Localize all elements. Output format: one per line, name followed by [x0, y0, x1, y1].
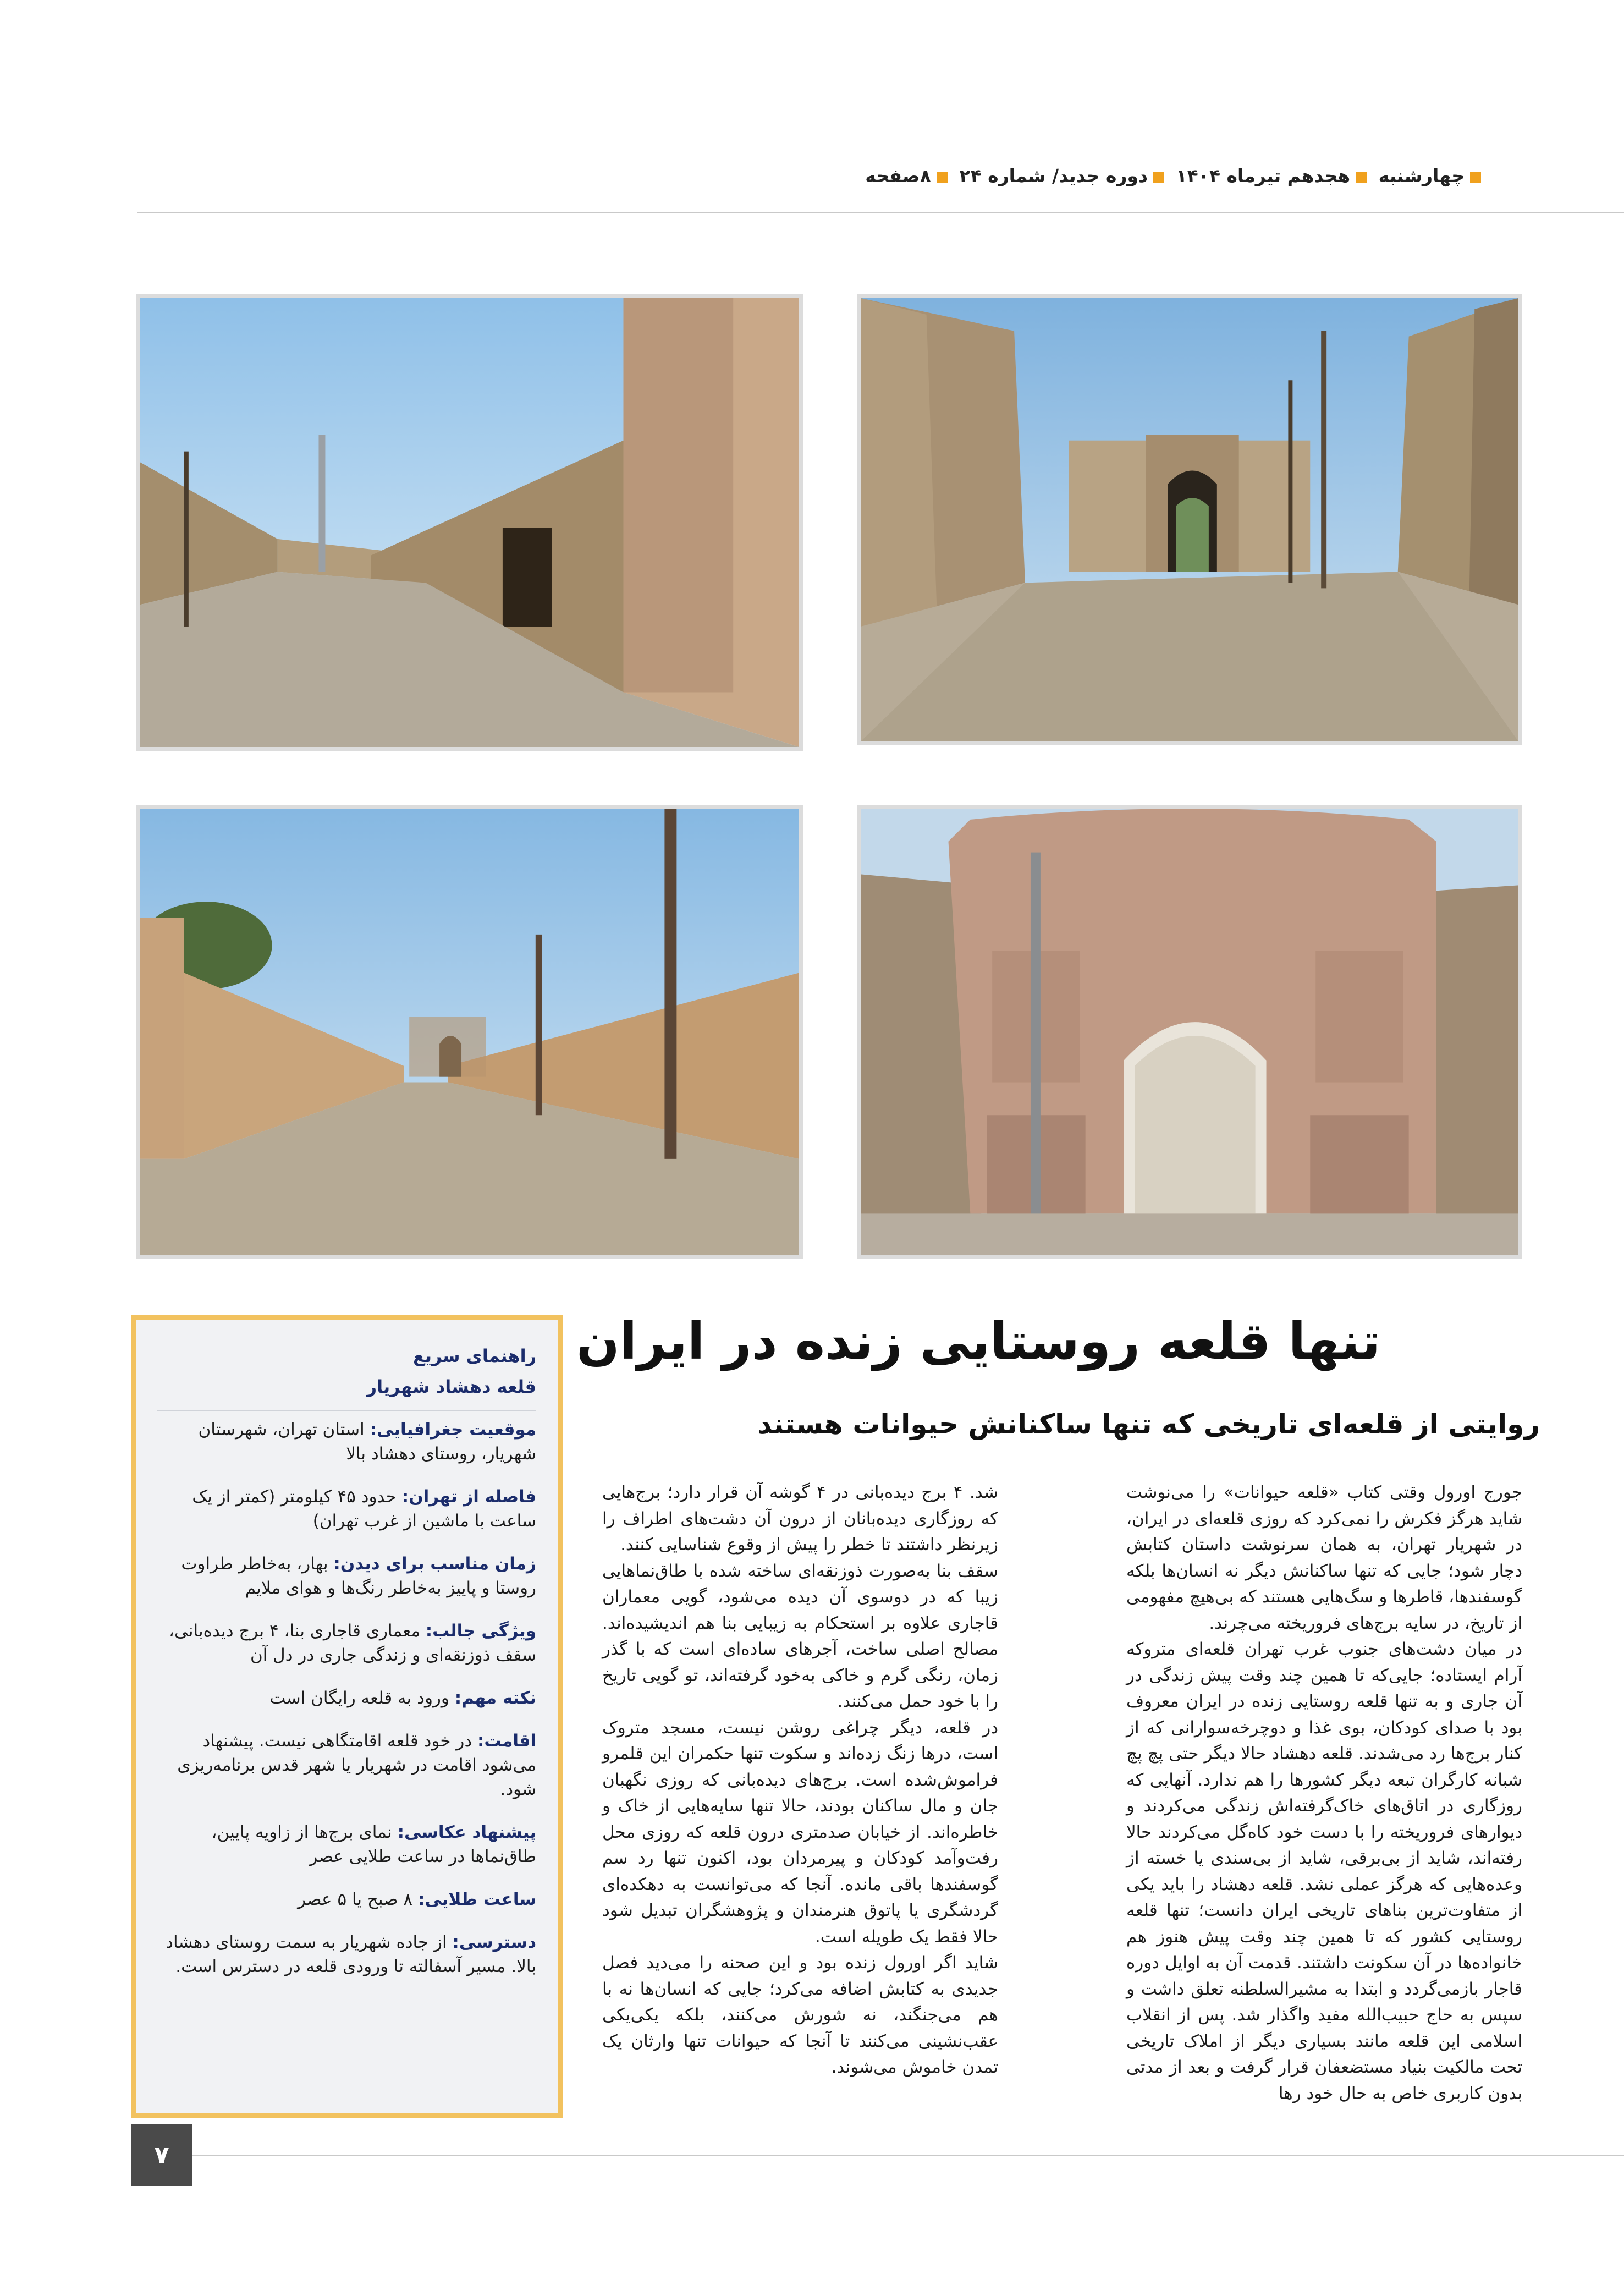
guide-label: فاصله از تهران:: [401, 1487, 536, 1507]
guide-text: ۸ صبح یا ۵ عصر: [298, 1889, 418, 1909]
guide-label: دسترسی:: [452, 1932, 536, 1952]
article-paragraph: شاید اگر اورول زنده بود و این صحنه را می‌دید فصل جدیدی به کتابش اضافه می‌کرد؛ جایی که انسان‌ها نه با هم می‌جنگند، نه شورش می‌کنند، بلکه یکی‌یکی عقب‌نشینی می‌کنند تا آنجا که حیوانات تنها وارثان یک تمدن خاموش می‌شوند.: [602, 1953, 998, 2077]
guide-text: نمای برج‌ها از زاویه پایین، طاق‌نماها در ساعت طلایی عصر: [211, 1822, 536, 1866]
guide-item-distance: [157, 1485, 536, 1533]
article-paragraph: جورج اورول وقتی کتاب «قلعه حیوانات» را می‌نوشت شاید هرگز فکرش را نمی‌کرد که روزی قلعه‌ای در ایران، در شهریار تهران، به همان سرنوشت داستان کتابش دچار شود؛ جایی که تنها ساکنانش دیگر نه انسان‌ها بلکه گوسفندها، قاطرها و سگ‌هایی هستند که بی‌هیچ مفهومی از تاریخ، در سایه برج‌های فروریخته می‌چرند.: [1126, 1482, 1522, 1633]
guide-text: بهار، به‌خاطر طراوت روستا و پاییز به‌خاطر رنگ‌ها و هوای ملایم: [181, 1554, 536, 1598]
guide-label: زمان مناسب برای دیدن:: [333, 1554, 536, 1574]
header-pages: ۸صفحه: [865, 165, 931, 186]
article-column-left: [602, 1480, 998, 2081]
article-paragraph: در قلعه، دیگر چراغی روشن نیست، مسجد متروک است، درها زنگ زده‌اند و سکوت تنها حکمران این قلمرو فراموش‌شده است. برج‌های دیده‌بانی که روزی نگهبان جان و مال ساکنان بودند، حالا تنها سایه‌هایی از خاک و خاطره‌اند. از خیابان صدمتری درون قلعه که روزی محل رفت‌وآمد کودکان و پیرمردان بود، اکنون تنها رد سم گوسفندها باقی مانده. آنجا که می‌توانست به دهکده‌ای گردشگری یا پاتوق هنرمندان و پژوهشگران تبدیل شود حالا فقط یک طویله است.: [602, 1717, 998, 1947]
guide-label: ساعت طلایی:: [417, 1889, 536, 1909]
guide-item-feature: [157, 1619, 536, 1667]
quick-guide-box: [131, 1315, 563, 2118]
guide-text: معماری قاجاری بنا، ۴ برج دیده‌بانی، سقف ذوزنقه‌ای و زندگی جاری در دل آن: [169, 1621, 536, 1665]
guide-label: پیشنهاد عکاسی:: [397, 1822, 536, 1842]
guide-item-stay: [157, 1729, 536, 1801]
photo-gate-street: [857, 294, 1522, 745]
article-column-right: [1126, 1480, 1522, 2107]
article-subtitle: روایتی از قلعه‌ای تاریخی که تنها ساکنانش حیوانات هستند: [757, 1408, 1540, 1440]
guide-item-access: [157, 1930, 536, 1979]
photo-brick-gate: [857, 805, 1522, 1259]
header-bullet-icon: [1356, 172, 1367, 183]
guide-item-golden-hour: [157, 1887, 536, 1912]
guide-item-best-time: [157, 1552, 536, 1600]
header-divider: [137, 212, 1624, 213]
article-paragraph: در میان دشت‌های جنوب غرب تهران قلعه‌ای متروکه آرام ایستاده؛ جایی‌که تا همین چند وقت پیش زندگی در آن جاری و به تنها قلعه روستایی زنده در ایران معروف بود با صدای کودکان، بوی غذا و دوچرخه‌سوارانی که از کنار برج‌ها رد می‌شدند. قلعه دهشاد حالا دیگر حتی پچ پچ شبانه کارگران تبعه دیگر کشورها را هم ندارد. آنهایی که روزگاری در اتاق‌های خاک‌گرفته‌اش زندگی می‌کردند و دیوارهای فروریخته را با دست خود کاه‌گل می‌کردند حالا رفته‌اند، شاید از بی‌برقی، شاید از بی‌سندی یا خسته از وعده‌هایی که هرگز عملی نشد. قلعه دهشاد را باید یکی از متفاوت‌ترین بناهای تاریخی ایران دانست؛ تنها قلعه روستایی کشور که تا همین چند وقت پیش هنوز هم خانواده‌ها در آن سکونت داشتند. قدمت آن به اوایل دوره قاجار بازمی‌گردد و ابتدا به مشیرالسلطنه تعلق داشت و سپس به حاج حبیب‌الله مفید واگذار شد. پس از انقلاب اسلامی این قلعه مانند بسیاری دیگر از املاک تاریخی تحت مالکیت بنیاد مستضعفان قرار گرفت و بعد از مدتی بدون کاربری خاص به حال خود رها: [1126, 1639, 1522, 2103]
guide-item-photo-tip: [157, 1820, 536, 1869]
footer-divider: [192, 2155, 1624, 2156]
article-paragraph: سقف بنا به‌صورت ذوزنقه‌ای ساخته شده با طاق‌نماهایی زیبا که در دوسوی آن دیده می‌شود، گویی معماران قاجاری علاوه بر استحکام به زیبایی بنا هم اندیشیده‌اند. مصالح اصلی ساخت، آجرهای ساده‌ای است که با گذر زمان، رنگی گرم و خاکی به‌خود گرفته‌اند، تو گویی تاریخ را با خود حمل می‌کنند.: [602, 1561, 998, 1711]
header-bullet-icon: [937, 172, 948, 183]
guide-text: ورود به قلعه رایگان است: [269, 1688, 455, 1708]
quick-guide-title: راهنمای سریع: [413, 1345, 536, 1366]
photo-alley-walls-image: [140, 298, 799, 747]
header-bullet-icon: [1470, 172, 1481, 183]
guide-label: اقامت:: [477, 1731, 536, 1751]
guide-text: استان تهران، شهرستان شهریار، روستای دهشاد بالا: [198, 1420, 536, 1464]
photo-dirt-road-image: [140, 809, 799, 1255]
guide-text: از جاده شهریار به سمت روستای دهشاد بالا. مسیر آسفالته تا ورودی قلعه در دسترس است.: [166, 1932, 536, 1976]
guide-text: حدود ۴۵ کیلومتر (کمتر از یک ساعت با ماشین از غرب تهران): [192, 1487, 536, 1531]
article-paragraph: شد. ۴ برج دیده‌بانی در ۴ گوشه آن قرار دارد؛ برج‌هایی که روزگاری دیده‌بانان از درون آن دشت‌های اطراف را زیرنظر داشتند تا خطر را پیش از وقوع شناسایی کنند.: [602, 1482, 998, 1555]
guide-label: نکته مهم:: [454, 1688, 536, 1708]
article-title: تنها قلعه روستایی زنده در ایران: [576, 1312, 1380, 1371]
quick-guide-subtitle: قلعه دهشاد شهریار: [366, 1376, 536, 1397]
header-bullet-icon: [1153, 172, 1164, 183]
guide-item-location: [157, 1418, 536, 1466]
photo-brick-gate-image: [861, 809, 1518, 1255]
photo-gate-street-image: [861, 298, 1518, 741]
guide-item-note: [157, 1686, 536, 1710]
guide-text: در خود قلعه اقامتگاهی نیست. پیشنهاد می‌شود اقامت در شهریار یا شهر قدس برنامه‌ریزی شود.: [177, 1731, 536, 1799]
header-line: [865, 165, 1487, 186]
header-day: چهارشنبه: [1378, 165, 1465, 186]
guide-label: موقعیت جغرافیایی:: [370, 1420, 536, 1440]
page-number: ۷: [131, 2124, 192, 2186]
guide-label: ویژگی جالب:: [425, 1621, 536, 1641]
photo-alley-walls: [136, 294, 803, 751]
quick-guide-divider: [157, 1410, 536, 1411]
header-date: هجدهم تیرماه ۱۴۰۴: [1176, 165, 1351, 186]
photo-dirt-road: [136, 805, 803, 1259]
header-issue: دوره جدید/ شماره ۲۴: [959, 165, 1148, 186]
